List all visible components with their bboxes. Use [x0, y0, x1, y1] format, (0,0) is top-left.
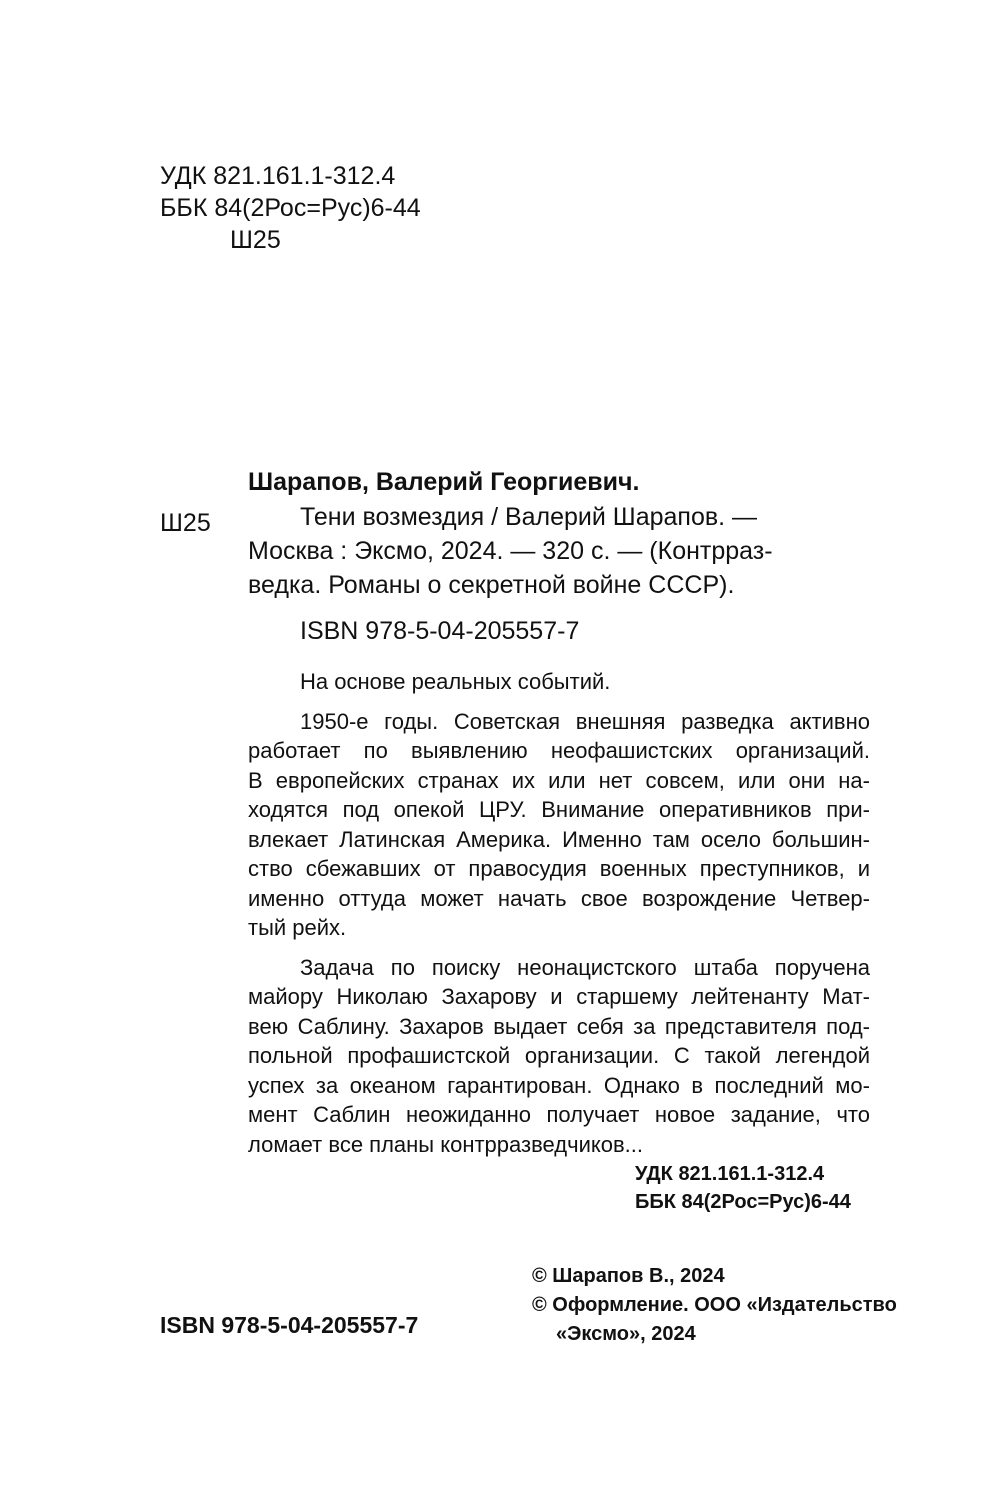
udk-code: УДК 821.161.1-312.4 — [635, 1163, 825, 1185]
annotation — [248, 667, 870, 1169]
author-heading: Шарапов, Валерий Георгиевич. — [248, 468, 640, 496]
cutter-code: Ш25 — [230, 226, 281, 254]
annotation-line: В европейских странах их или нет совсем, или они на- — [248, 767, 870, 793]
annotation-line: Задача по поиску неонацистского штаба поручена — [300, 954, 870, 980]
copyright-design-cont: «Эксмо», 2024 — [556, 1323, 696, 1345]
copyright-block — [532, 1262, 897, 1349]
annotation-line: вею Саблину. Захаров выдает себя за представителя под- — [248, 1013, 870, 1039]
isbn-entry: ISBN 978-5-04-205557-7 — [300, 617, 580, 645]
annotation-line: именно оттуда может начать свое возрождение Четвер- — [248, 885, 870, 911]
isbn-bottom: ISBN 978-5-04-205557-7 — [160, 1312, 419, 1338]
annotation-line: польной профашистской организации. С такой легендой — [248, 1043, 870, 1068]
annotation-line: ломает все планы контрразведчиков... — [248, 1131, 644, 1157]
annotation-line: влекает Латинская Америка. Именно там осело большин- — [248, 826, 870, 852]
biblio-line: Москва : Эксмо, 2024. — 320 с. — (Контрраз- — [248, 537, 773, 565]
annotation-note — [248, 667, 870, 697]
classification-bottom — [635, 1160, 851, 1216]
annotation-line: 1950-е годы. Советская внешняя разведка активно — [300, 708, 870, 734]
copyright-design: © Оформление. ООО «Издательство — [532, 1294, 897, 1316]
annotation-line: ходятся под опекой ЦРУ. Внимание оперативников при- — [248, 797, 870, 822]
annotation-paragraph — [248, 707, 870, 943]
bbk-code: ББК 84(2Рос=Рус)6-44 — [635, 1191, 851, 1213]
annotation-line: На основе реальных событий. — [300, 669, 611, 694]
biblio-line: Тени возмездия / Валерий Шарапов. — — [300, 503, 758, 531]
annotation-line: майору Николаю Захарову и старшему лейтенанту Мат- — [248, 984, 870, 1009]
bibliographic-description — [248, 500, 868, 602]
classification-top — [160, 160, 421, 256]
annotation-line: работает по выявлению неофашистских организаций. — [248, 738, 870, 763]
annotation-line: тый рейх. — [248, 915, 347, 940]
annotation-line: мент Саблин неожиданно получает новое задание, что — [248, 1102, 870, 1127]
biblio-line: ведка. Романы о секретной войне СССР). — [248, 571, 735, 599]
cutter-mark: Ш25 — [160, 509, 211, 537]
bbk-code: ББК 84(2Рос=Рус)6-44 — [160, 194, 421, 222]
udk-code: УДК 821.161.1-312.4 — [160, 162, 396, 190]
copyright-author: © Шарапов В., 2024 — [532, 1265, 725, 1287]
annotation-paragraph — [248, 953, 870, 1160]
annotation-line: успех за океаном гарантирован. Однако в последний мо- — [248, 1072, 870, 1098]
annotation-line: ство сбежавших от правосудия военных преступников, и — [248, 856, 870, 881]
